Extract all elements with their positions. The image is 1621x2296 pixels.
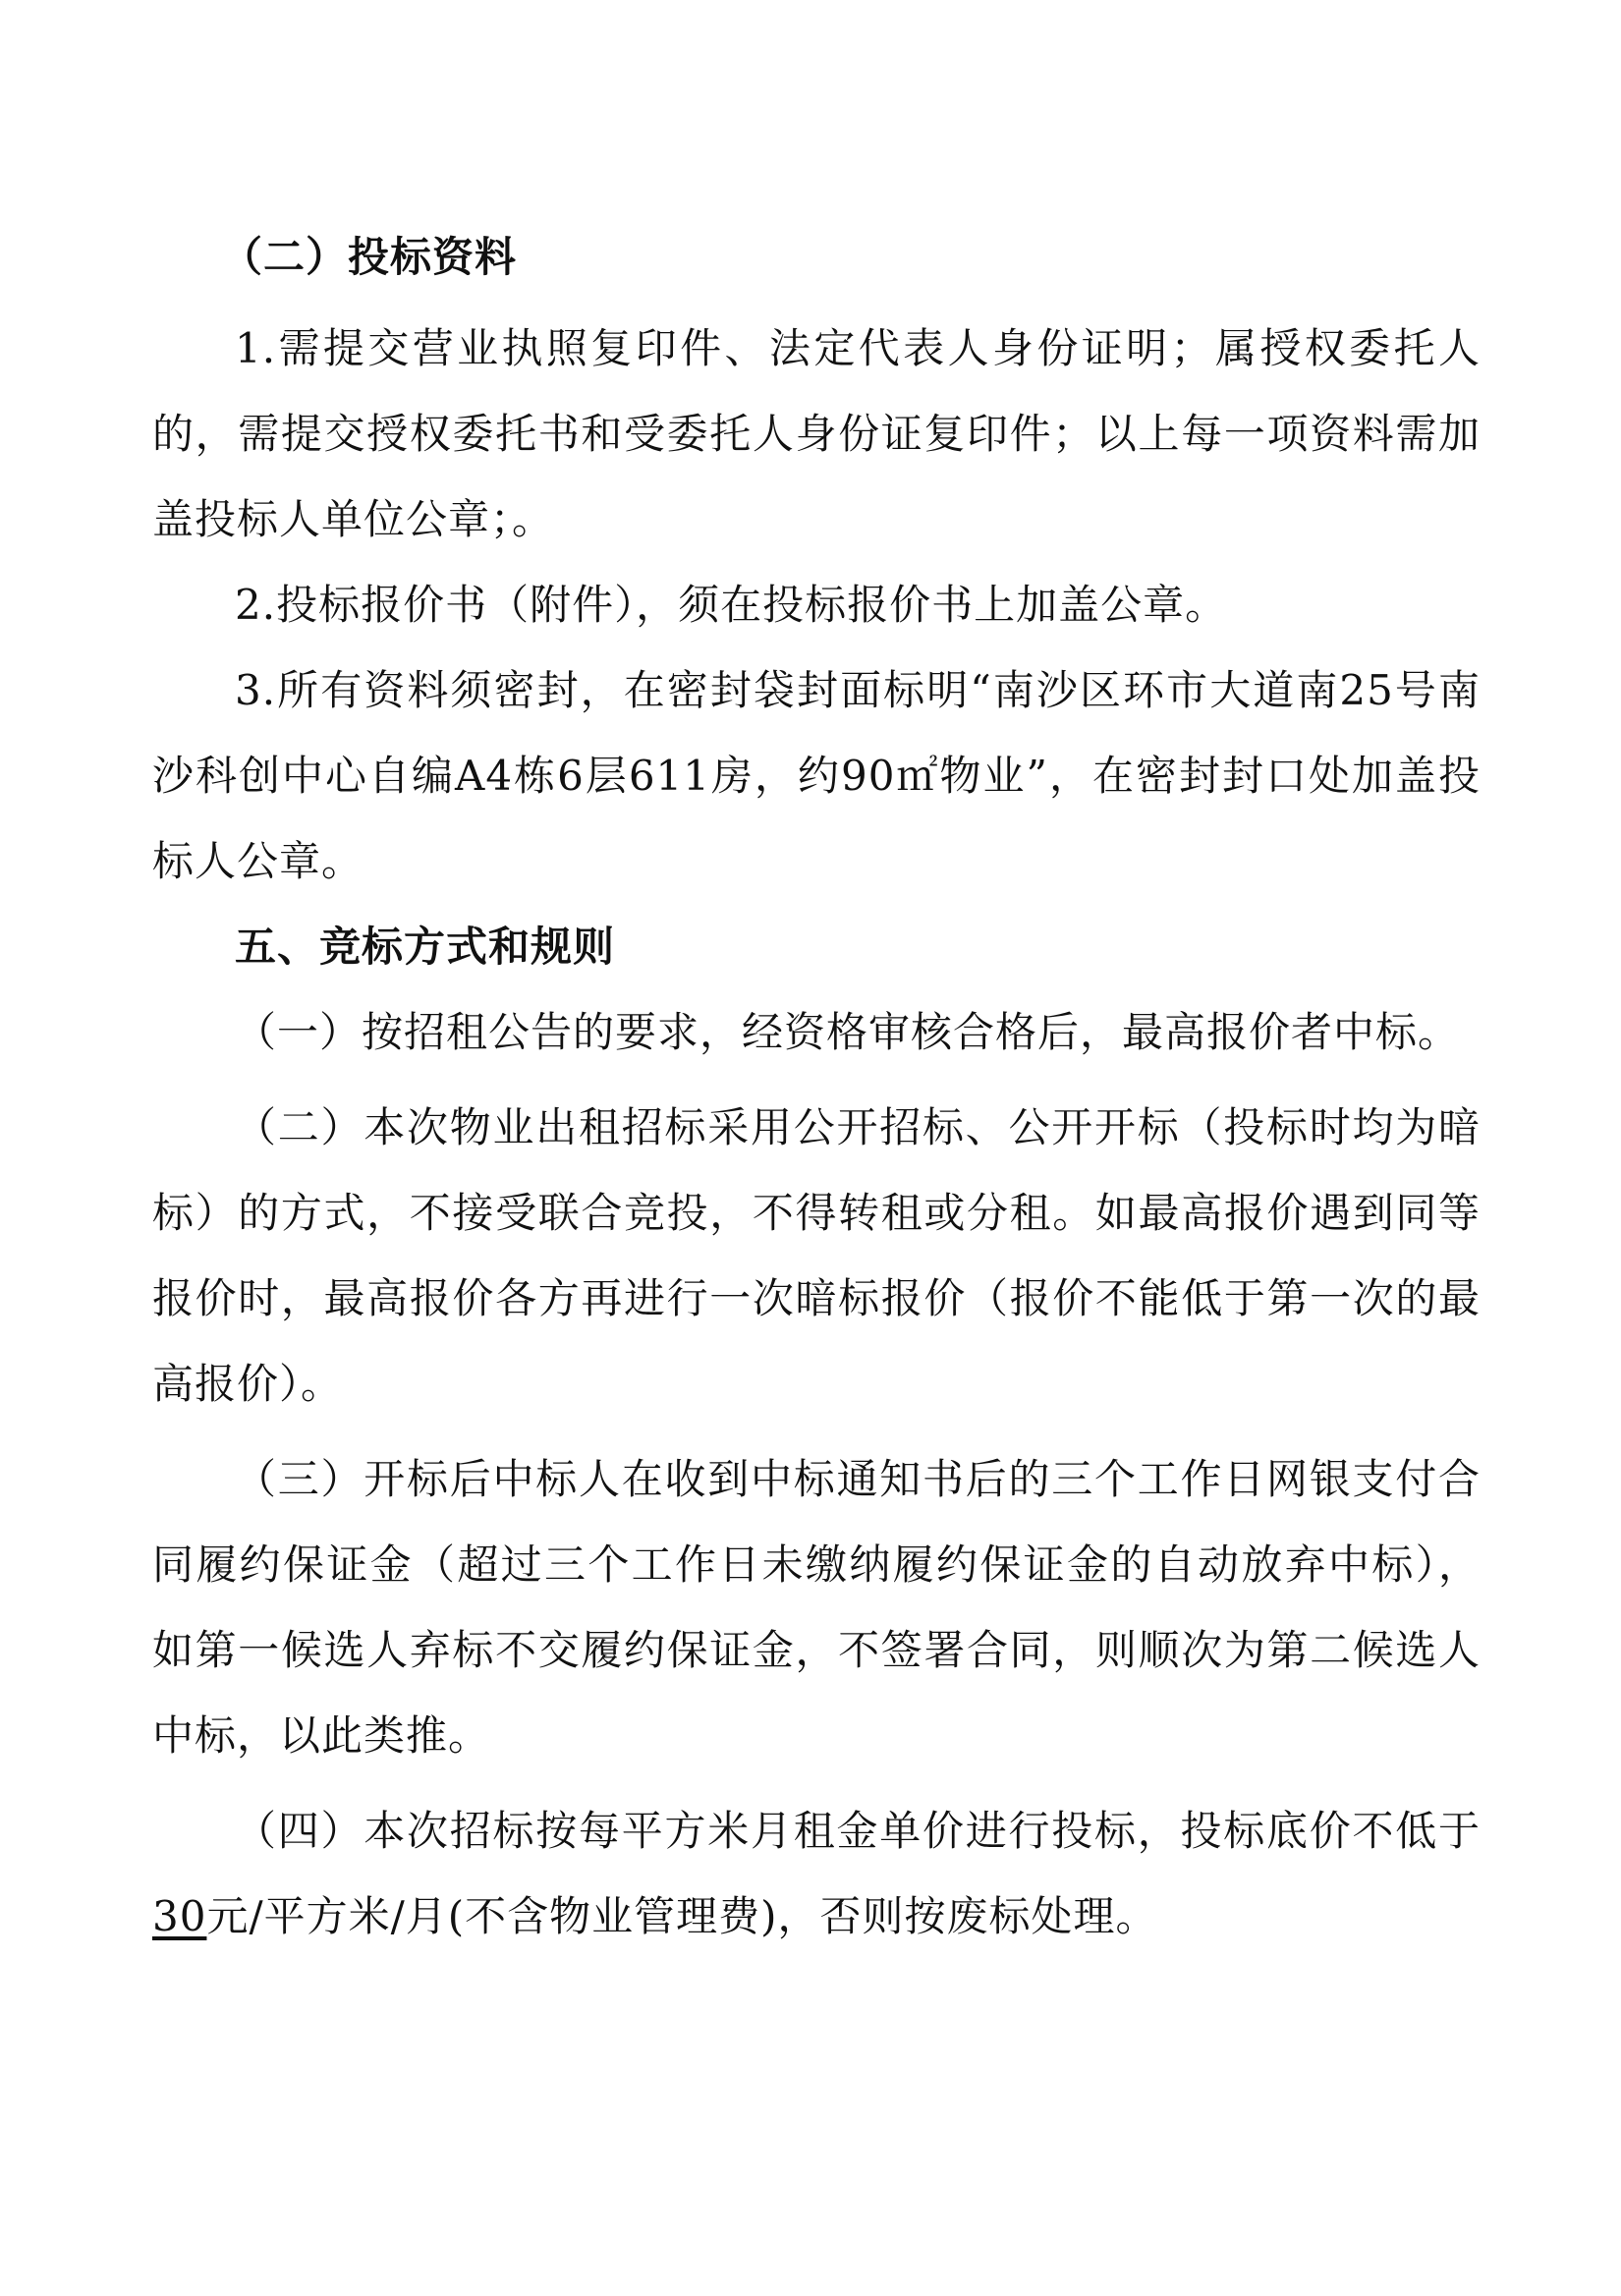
- document-body: [152, 214, 1481, 1959]
- bidding-rule-3: （三）开标后中标人在收到中标通知书后的三个工作日网银支付合同履约保证金（超过三个工作日未缴纳履约保证金的自动放弃中标），如第一候选人弃标不交履约保证金，不签署合同，则顺次为第二候选人中标，以此类推。: [152, 1455, 1481, 1760]
- bidding-rule-4: [152, 1788, 1481, 1959]
- bidding-rules-heading: 五、竞标方式和规则: [235, 923, 616, 971]
- bidding-rule-1: （一）按招租公告的要求，经资格审核合格后，最高报价者中标。: [235, 1008, 1461, 1056]
- bid-materials-item-2: 2.投标报价书（附件），须在投标报价书上加盖公章。: [235, 581, 1228, 629]
- floor-price-value: 30: [152, 1892, 207, 1940]
- bid-materials-item-3: 3.所有资料须密封，在密封袋封面标明“南沙区环市大道南25号南沙科创中心自编A4栋6层611房，约90㎡物业”，在密封封口处加盖投标人公章。: [152, 666, 1481, 885]
- bid-materials-item-1: 1.需提交营业执照复印件、法定代表人身份证明；属授权委托人的，需提交授权委托书和受委托人身份证复印件；以上每一项资料需加盖投标人单位公章；。: [152, 324, 1481, 543]
- rule-4-suffix: 元/平方米/月(不含物业管理费)，否则按废标处理。: [206, 1892, 1158, 1940]
- rule-4-prefix: （四）本次招标按每平方米月租金单价进行投标，投标底价不低于: [235, 1807, 1481, 1855]
- bidding-rule-2: （二）本次物业出租招标采用公开招标、公开开标（投标时均为暗标）的方式，不接受联合竞投，不得转租或分租。如最高报价遇到同等报价时，最高报价各方再进行一次暗标报价（报价不能低于第一次的最高报价）。: [152, 1103, 1481, 1408]
- bid-materials-heading: （二）投标资料: [221, 233, 518, 281]
